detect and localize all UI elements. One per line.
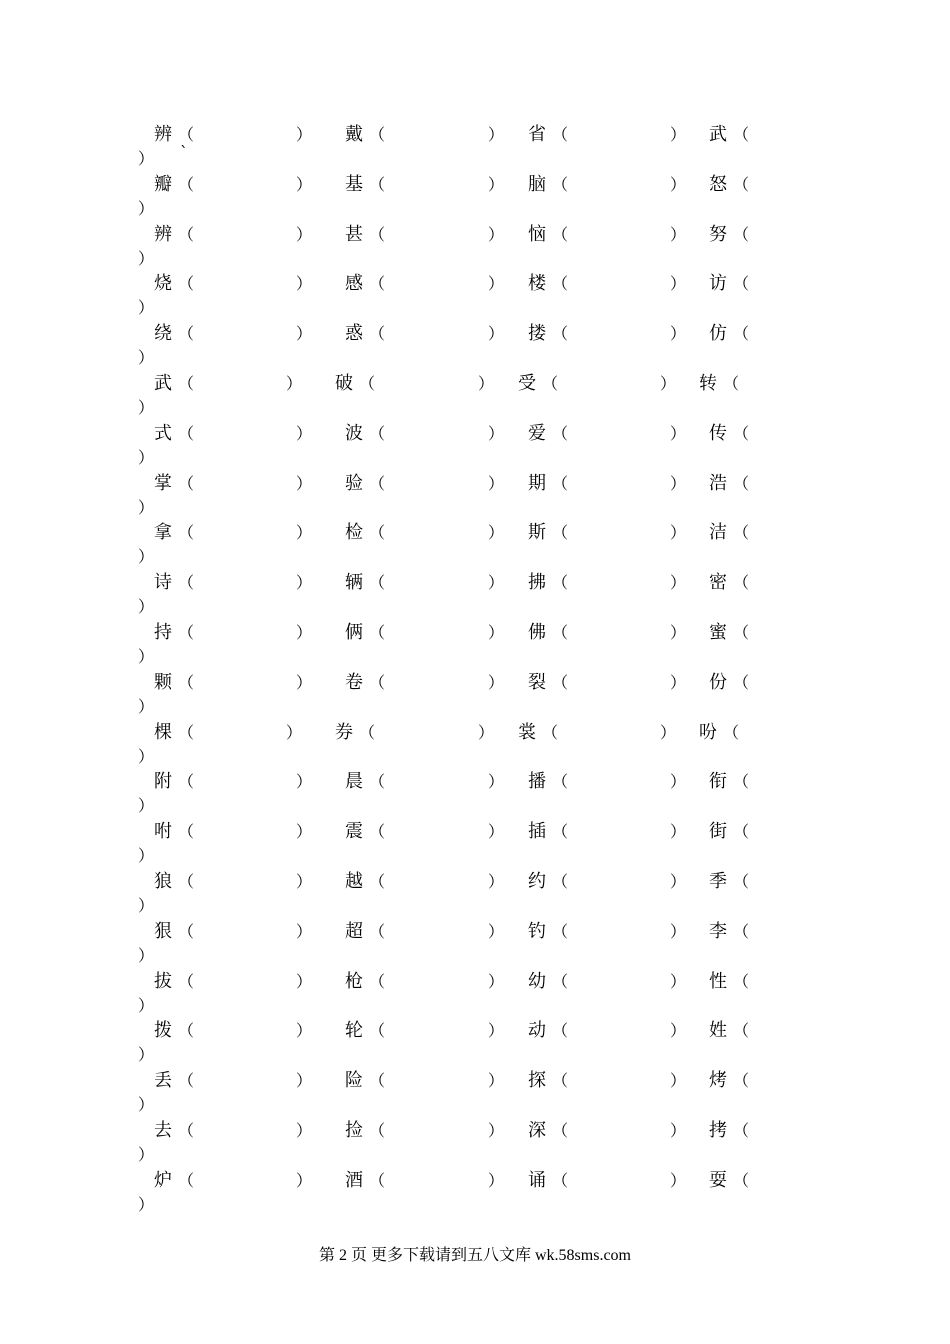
close-paren-wrapped: ） <box>138 149 155 168</box>
close-paren-wrapped: ） <box>138 1045 155 1065</box>
close-paren: ） <box>296 274 313 294</box>
close-paren: ） <box>670 971 687 991</box>
close-paren: ） <box>670 1071 687 1091</box>
open-paren: （ <box>178 174 195 194</box>
character-cell: 仿 <box>709 323 727 345</box>
close-paren: ） <box>296 921 313 941</box>
close-paren: ） <box>670 1170 687 1190</box>
close-paren-wrapped: ） <box>138 746 155 766</box>
open-paren: （ <box>359 374 376 393</box>
open-paren: （ <box>552 1121 569 1140</box>
open-paren: （ <box>733 274 750 294</box>
character-cell: 拿 <box>154 522 172 544</box>
character-cell: 烤 <box>709 1070 727 1092</box>
character-cell: 努 <box>709 223 727 245</box>
close-paren-wrapped: ） <box>138 995 155 1015</box>
character-cell: 颗 <box>154 671 172 693</box>
close-paren: ） <box>286 722 303 742</box>
open-paren: （ <box>369 822 386 842</box>
close-paren: ） <box>296 224 313 244</box>
open-paren: （ <box>733 423 750 443</box>
open-paren: （ <box>733 324 750 344</box>
character-cell: 感 <box>345 273 363 295</box>
close-paren: ） <box>478 722 495 742</box>
close-paren: ） <box>488 473 505 493</box>
character-cell: 甚 <box>345 223 363 245</box>
close-paren: ） <box>670 1021 687 1041</box>
open-paren: （ <box>552 1170 569 1190</box>
open-paren: （ <box>733 523 750 543</box>
close-paren-wrapped: ） <box>138 846 155 866</box>
open-paren: （ <box>552 224 569 244</box>
open-paren: （ <box>369 1071 386 1091</box>
open-paren: （ <box>369 174 386 194</box>
character-cell: 丢 <box>154 1070 172 1092</box>
character-cell: 轮 <box>345 1020 363 1042</box>
open-paren: （ <box>369 921 386 941</box>
open-paren: （ <box>733 623 750 642</box>
close-paren: ） <box>488 174 505 194</box>
character-cell: 传 <box>709 422 727 444</box>
open-paren: （ <box>178 722 195 742</box>
open-paren: （ <box>733 872 750 891</box>
character-cell: 吩 <box>699 721 717 743</box>
open-paren: （ <box>178 324 195 344</box>
close-paren-wrapped: ） <box>138 647 155 666</box>
close-paren-wrapped: ） <box>138 447 155 467</box>
open-paren: （ <box>733 573 750 593</box>
character-cell: 波 <box>345 422 363 444</box>
character-cell: 访 <box>709 273 727 295</box>
close-paren: ） <box>670 473 687 493</box>
open-paren: （ <box>178 473 195 493</box>
open-paren: （ <box>733 1121 750 1140</box>
character-cell: 佛 <box>528 622 546 643</box>
character-cell: 拔 <box>154 970 172 992</box>
close-paren-wrapped: ） <box>138 796 155 816</box>
close-paren-wrapped: ） <box>138 348 155 368</box>
open-paren: （ <box>369 523 386 543</box>
character-cell: 裳 <box>518 721 536 743</box>
character-cell: 斯 <box>528 522 546 544</box>
character-cell: 卷 <box>345 671 363 693</box>
character-cell: 武 <box>154 373 172 394</box>
open-paren: （ <box>552 274 569 294</box>
character-cell: 基 <box>345 173 363 195</box>
page-footer: 第 2 页 更多下载请到五八文库 wk.58sms.com <box>318 1247 631 1264</box>
open-paren: （ <box>723 722 740 742</box>
close-paren-wrapped: ） <box>138 1095 155 1115</box>
close-paren: ） <box>660 374 677 393</box>
close-paren-wrapped: ） <box>138 1145 155 1164</box>
open-paren: （ <box>178 971 195 991</box>
close-paren: ） <box>488 1021 505 1041</box>
character-cell: 蜜 <box>709 622 727 643</box>
character-cell: 绕 <box>154 323 172 345</box>
open-paren: （ <box>542 722 559 742</box>
open-paren: （ <box>178 1071 195 1091</box>
open-paren: （ <box>178 623 195 642</box>
character-cell: 震 <box>345 821 363 843</box>
open-paren: （ <box>552 423 569 443</box>
open-paren: （ <box>552 523 569 543</box>
character-cell: 街 <box>709 821 727 843</box>
close-paren-wrapped: ） <box>138 597 155 617</box>
character-cell: 俩 <box>345 622 363 643</box>
open-paren: （ <box>369 971 386 991</box>
character-cell: 搂 <box>528 323 546 345</box>
character-cell: 检 <box>345 522 363 544</box>
close-paren: ） <box>296 1021 313 1041</box>
character-cell: 姓 <box>709 1020 727 1042</box>
character-cell: 狠 <box>154 920 172 942</box>
character-cell: 耍 <box>709 1169 727 1191</box>
close-paren: ） <box>670 224 687 244</box>
open-paren: （ <box>178 1121 195 1140</box>
open-paren: （ <box>733 174 750 194</box>
close-paren-wrapped: ） <box>138 896 155 915</box>
character-cell: 裂 <box>528 671 546 693</box>
character-cell: 转 <box>699 373 717 394</box>
open-paren: （ <box>552 573 569 593</box>
close-paren: ） <box>488 872 505 891</box>
close-paren: ） <box>286 374 303 393</box>
character-cell: 式 <box>154 422 172 444</box>
open-paren: （ <box>733 1021 750 1041</box>
character-cell: 衔 <box>709 771 727 793</box>
close-paren: ） <box>670 274 687 294</box>
character-cell: 烧 <box>154 273 172 295</box>
close-paren-wrapped: ） <box>138 298 155 318</box>
close-paren: ） <box>488 1121 505 1140</box>
close-paren: ） <box>488 623 505 642</box>
character-cell: 超 <box>345 920 363 942</box>
close-paren: ） <box>488 921 505 941</box>
open-paren: （ <box>552 473 569 493</box>
character-cell: 受 <box>518 373 536 394</box>
open-paren: （ <box>733 1170 750 1190</box>
open-paren: （ <box>178 872 195 891</box>
close-paren-wrapped: ） <box>138 497 155 517</box>
close-paren: ） <box>488 1170 505 1190</box>
close-paren-wrapped: ） <box>138 248 155 268</box>
open-paren: （ <box>552 1071 569 1091</box>
close-paren: ） <box>488 274 505 294</box>
character-cell: 恼 <box>528 223 546 245</box>
close-paren: ） <box>670 772 687 792</box>
open-paren: （ <box>369 324 386 344</box>
character-cell: 拂 <box>528 572 546 594</box>
character-cell: 酒 <box>345 1169 363 1191</box>
character-cell: 险 <box>345 1070 363 1092</box>
close-paren-wrapped: ） <box>138 547 155 567</box>
character-cell: 枪 <box>345 970 363 992</box>
open-paren: （ <box>369 224 386 244</box>
close-paren: ） <box>478 374 495 393</box>
character-cell: 期 <box>528 472 546 494</box>
close-paren: ） <box>296 174 313 194</box>
character-cell: 辨 <box>154 223 172 245</box>
close-paren: ） <box>670 1121 687 1140</box>
close-paren: ） <box>296 423 313 443</box>
open-paren: （ <box>369 125 386 144</box>
character-cell: 验 <box>345 472 363 494</box>
character-cell: 炉 <box>154 1169 172 1191</box>
character-cell: 狼 <box>154 871 172 892</box>
character-cell: 去 <box>154 1120 172 1141</box>
open-paren: （ <box>178 672 195 692</box>
open-paren: （ <box>552 174 569 194</box>
character-cell: 戴 <box>345 124 363 145</box>
open-paren: （ <box>369 573 386 593</box>
close-paren: ） <box>296 822 313 842</box>
close-paren-wrapped: ） <box>138 696 155 716</box>
character-cell: 动 <box>528 1020 546 1042</box>
character-cell: 李 <box>709 920 727 942</box>
close-paren: ） <box>670 872 687 891</box>
close-paren: ） <box>660 722 677 742</box>
open-paren: （ <box>369 274 386 294</box>
open-paren: （ <box>178 374 195 393</box>
character-cell: 约 <box>528 871 546 892</box>
character-cell: 爱 <box>528 422 546 444</box>
close-paren: ） <box>488 672 505 692</box>
open-paren: （ <box>733 921 750 941</box>
close-paren: ） <box>296 324 313 344</box>
close-paren: ） <box>488 573 505 593</box>
close-paren: ） <box>488 423 505 443</box>
open-paren: （ <box>178 573 195 593</box>
open-paren: （ <box>733 473 750 493</box>
character-cell: 播 <box>528 771 546 793</box>
open-paren: （ <box>552 1021 569 1041</box>
character-cell: 深 <box>528 1120 546 1141</box>
character-cell: 持 <box>154 622 172 643</box>
open-paren: （ <box>369 623 386 642</box>
open-paren: （ <box>733 224 750 244</box>
character-cell: 份 <box>709 671 727 693</box>
open-paren: （ <box>178 921 195 941</box>
close-paren: ） <box>488 1071 505 1091</box>
open-paren: （ <box>733 1071 750 1091</box>
open-paren: （ <box>178 125 195 144</box>
close-paren: ） <box>296 772 313 792</box>
close-paren: ） <box>670 174 687 194</box>
character-cell: 钓 <box>528 920 546 942</box>
open-paren: （ <box>733 822 750 842</box>
close-paren-wrapped: ） <box>138 198 155 218</box>
character-cell: 怒 <box>709 173 727 195</box>
character-cell: 券 <box>335 721 353 743</box>
character-cell: 惑 <box>345 323 363 345</box>
open-paren: （ <box>178 1021 195 1041</box>
close-paren: ） <box>670 623 687 642</box>
character-cell: 咐 <box>154 821 172 843</box>
character-cell: 瓣 <box>154 173 172 195</box>
close-paren: ） <box>670 423 687 443</box>
stray-mark: ` <box>180 143 188 162</box>
character-cell: 附 <box>154 771 172 793</box>
close-paren: ） <box>670 523 687 543</box>
character-cell: 诗 <box>154 572 172 594</box>
close-paren: ） <box>296 872 313 891</box>
close-paren-wrapped: ） <box>138 945 155 965</box>
open-paren: （ <box>733 672 750 692</box>
open-paren: （ <box>723 374 740 393</box>
close-paren: ） <box>296 1071 313 1091</box>
close-paren: ） <box>296 1121 313 1140</box>
open-paren: （ <box>178 822 195 842</box>
close-paren: ） <box>488 772 505 792</box>
open-paren: （ <box>552 672 569 692</box>
character-cell: 辆 <box>345 572 363 594</box>
open-paren: （ <box>178 423 195 443</box>
character-cell: 脑 <box>528 173 546 195</box>
open-paren: （ <box>552 623 569 642</box>
close-paren: ） <box>670 573 687 593</box>
open-paren: （ <box>369 772 386 792</box>
open-paren: （ <box>369 672 386 692</box>
open-paren: （ <box>542 374 559 393</box>
character-cell: 晨 <box>345 771 363 793</box>
character-cell: 捡 <box>345 1120 363 1141</box>
character-cell: 辨 <box>154 124 172 145</box>
close-paren: ） <box>296 971 313 991</box>
open-paren: （ <box>733 971 750 991</box>
open-paren: （ <box>178 772 195 792</box>
open-paren: （ <box>733 125 750 144</box>
open-paren: （ <box>552 324 569 344</box>
close-paren-wrapped: ） <box>138 398 155 417</box>
close-paren: ） <box>670 324 687 344</box>
character-cell: 掌 <box>154 472 172 494</box>
open-paren: （ <box>369 473 386 493</box>
character-cell: 诵 <box>528 1169 546 1191</box>
character-cell: 密 <box>709 572 727 594</box>
open-paren: （ <box>369 1170 386 1190</box>
close-paren: ） <box>488 822 505 842</box>
character-cell: 破 <box>335 373 353 394</box>
close-paren: ） <box>296 1170 313 1190</box>
close-paren: ） <box>296 125 313 144</box>
open-paren: （ <box>369 1121 386 1140</box>
character-cell: 洁 <box>709 522 727 544</box>
close-paren: ） <box>296 473 313 493</box>
character-cell: 省 <box>528 124 546 145</box>
open-paren: （ <box>552 822 569 842</box>
close-paren: ） <box>488 125 505 144</box>
close-paren: ） <box>296 623 313 642</box>
character-cell: 性 <box>709 970 727 992</box>
character-cell: 幼 <box>528 970 546 992</box>
character-cell: 浩 <box>709 472 727 494</box>
character-cell: 武 <box>709 124 727 145</box>
open-paren: （ <box>178 523 195 543</box>
open-paren: （ <box>178 1170 195 1190</box>
character-cell: 季 <box>709 871 727 892</box>
close-paren: ） <box>670 672 687 692</box>
open-paren: （ <box>552 125 569 144</box>
close-paren: ） <box>488 971 505 991</box>
close-paren: ） <box>296 523 313 543</box>
close-paren: ） <box>488 224 505 244</box>
open-paren: （ <box>369 423 386 443</box>
open-paren: （ <box>552 921 569 941</box>
close-paren: ） <box>670 921 687 941</box>
character-cell: 越 <box>345 871 363 892</box>
close-paren: ） <box>670 822 687 842</box>
open-paren: （ <box>552 872 569 891</box>
character-cell: 探 <box>528 1070 546 1092</box>
close-paren: ） <box>296 672 313 692</box>
open-paren: （ <box>552 772 569 792</box>
character-cell: 楼 <box>528 273 546 295</box>
character-cell: 棵 <box>154 721 172 743</box>
character-cell: 拷 <box>709 1120 727 1141</box>
character-cell: 拨 <box>154 1020 172 1042</box>
character-cell: 插 <box>528 821 546 843</box>
open-paren: （ <box>733 772 750 792</box>
open-paren: （ <box>369 872 386 891</box>
close-paren: ） <box>670 125 687 144</box>
close-paren-wrapped: ） <box>138 1194 155 1214</box>
open-paren: （ <box>359 722 376 742</box>
open-paren: （ <box>178 224 195 244</box>
open-paren: （ <box>178 274 195 294</box>
close-paren: ） <box>296 573 313 593</box>
close-paren: ） <box>488 523 505 543</box>
open-paren: （ <box>369 1021 386 1041</box>
open-paren: （ <box>552 971 569 991</box>
close-paren: ） <box>488 324 505 344</box>
